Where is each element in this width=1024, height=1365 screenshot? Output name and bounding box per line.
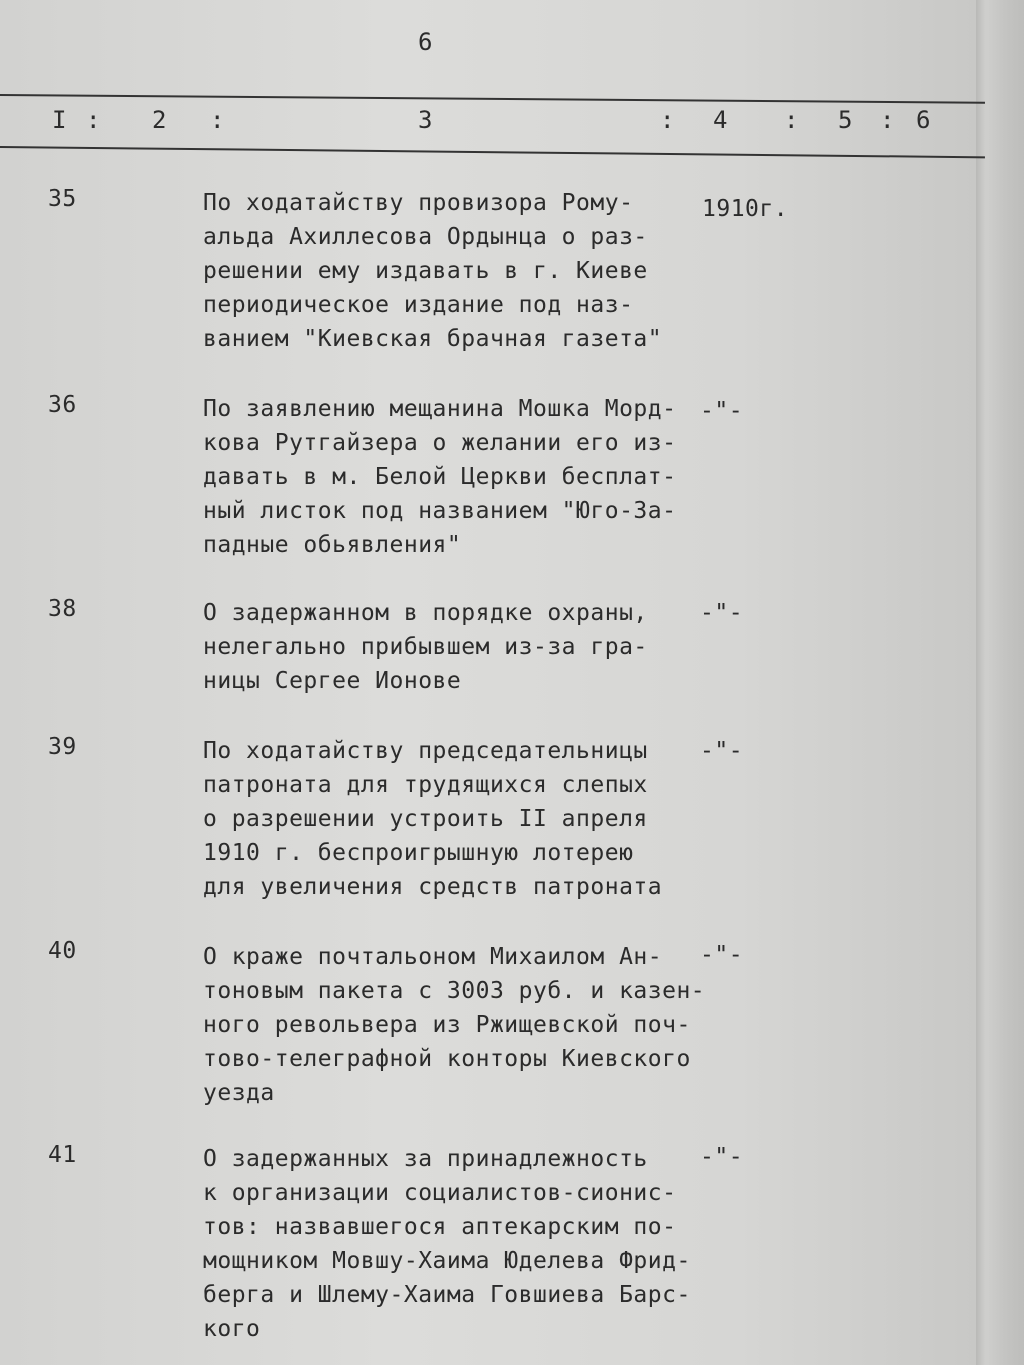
column-header-1: I [52, 106, 67, 134]
entry-date: 1910г. [702, 196, 789, 222]
entry-line: кова Рутгайзера о желании его из- [203, 430, 677, 456]
entry-line: ницы Сергее Ионове [203, 668, 462, 694]
entry-line: О задержанном в порядке охраны, [203, 600, 648, 626]
column-separator: : [784, 106, 799, 134]
entry-line: тово-телеграфной конторы Киевского [203, 1046, 691, 1072]
entry-line: По заявлению мещанина Мошка Морд- [203, 396, 677, 422]
entry-description [203, 940, 706, 1110]
entry-line: давать в м. Белой Церкви бесплат- [203, 464, 677, 490]
entry-line: патроната для трудящихся слепых [203, 772, 648, 798]
entry-date: -"- [700, 942, 744, 968]
entry-number: 40 [48, 938, 77, 964]
entry-line: 1910 г. беспроигрышную лотерею [203, 840, 634, 866]
entry-line: ванием "Киевская брачная газета" [203, 326, 663, 352]
entry-line: для увеличения средств патроната [203, 874, 663, 900]
entry-description [203, 596, 703, 698]
entry-description [203, 186, 703, 356]
entry-line: падные обьявления" [203, 532, 462, 558]
entry-line: альда Ахиллесова Ордынца о раз- [203, 224, 648, 250]
paper-edge [976, 0, 1024, 1365]
column-header-4: 4 [713, 106, 728, 134]
column-header-2: 2 [152, 106, 167, 134]
entry-line: нелегально прибывшем из-за гра- [203, 634, 648, 660]
column-separator: : [880, 106, 895, 134]
entry-line: решении ему издавать в г. Киеве [203, 258, 648, 284]
page-number: 6 [418, 28, 433, 56]
entry-line: кого [203, 1316, 261, 1342]
entry-line: О краже почтальоном Михаилом Ан- [203, 944, 663, 970]
entry-number: 36 [48, 392, 77, 418]
column-header-5: 5 [838, 106, 853, 134]
entry-line: берга и Шлему-Хаима Говшиева Барс- [203, 1282, 691, 1308]
entry-line: ный листок под названием "Юго-За- [203, 498, 677, 524]
entry-date: -"- [700, 398, 744, 424]
entry-description [203, 1142, 703, 1346]
column-header-6: 6 [916, 106, 931, 134]
column-header-3: 3 [418, 106, 433, 134]
entry-line: мощником Мовшу-Хаима Юделева Фрид- [203, 1248, 691, 1274]
column-separator: : [86, 106, 101, 134]
entry-line: По ходатайству провизора Рому- [203, 190, 634, 216]
entry-date: -"- [700, 738, 744, 764]
entry-line: тоновым пакета с 3003 руб. и казен- [203, 978, 706, 1004]
entry-line: о разрешении устроить II апреля [203, 806, 648, 832]
entry-line: О задержанных за принадлежность [203, 1146, 648, 1172]
entry-description [203, 734, 703, 904]
column-separator: : [210, 106, 225, 134]
entry-line: уезда [203, 1080, 275, 1106]
entry-date: -"- [700, 1144, 744, 1170]
entry-description [203, 392, 703, 562]
entry-number: 38 [48, 596, 77, 622]
entry-line: периодическое издание под наз- [203, 292, 634, 318]
entry-line: тов: назвавшегося аптекарским по- [203, 1214, 677, 1240]
entry-line: По ходатайству председательницы [203, 738, 648, 764]
entry-number: 35 [48, 186, 77, 212]
entry-number: 41 [48, 1142, 77, 1168]
entry-line: к организации социалистов-сионис- [203, 1180, 677, 1206]
entry-number: 39 [48, 734, 77, 760]
column-separator: : [660, 106, 675, 134]
entry-line: ного револьвера из Ржищевской поч- [203, 1012, 691, 1038]
entry-date: -"- [700, 600, 744, 626]
